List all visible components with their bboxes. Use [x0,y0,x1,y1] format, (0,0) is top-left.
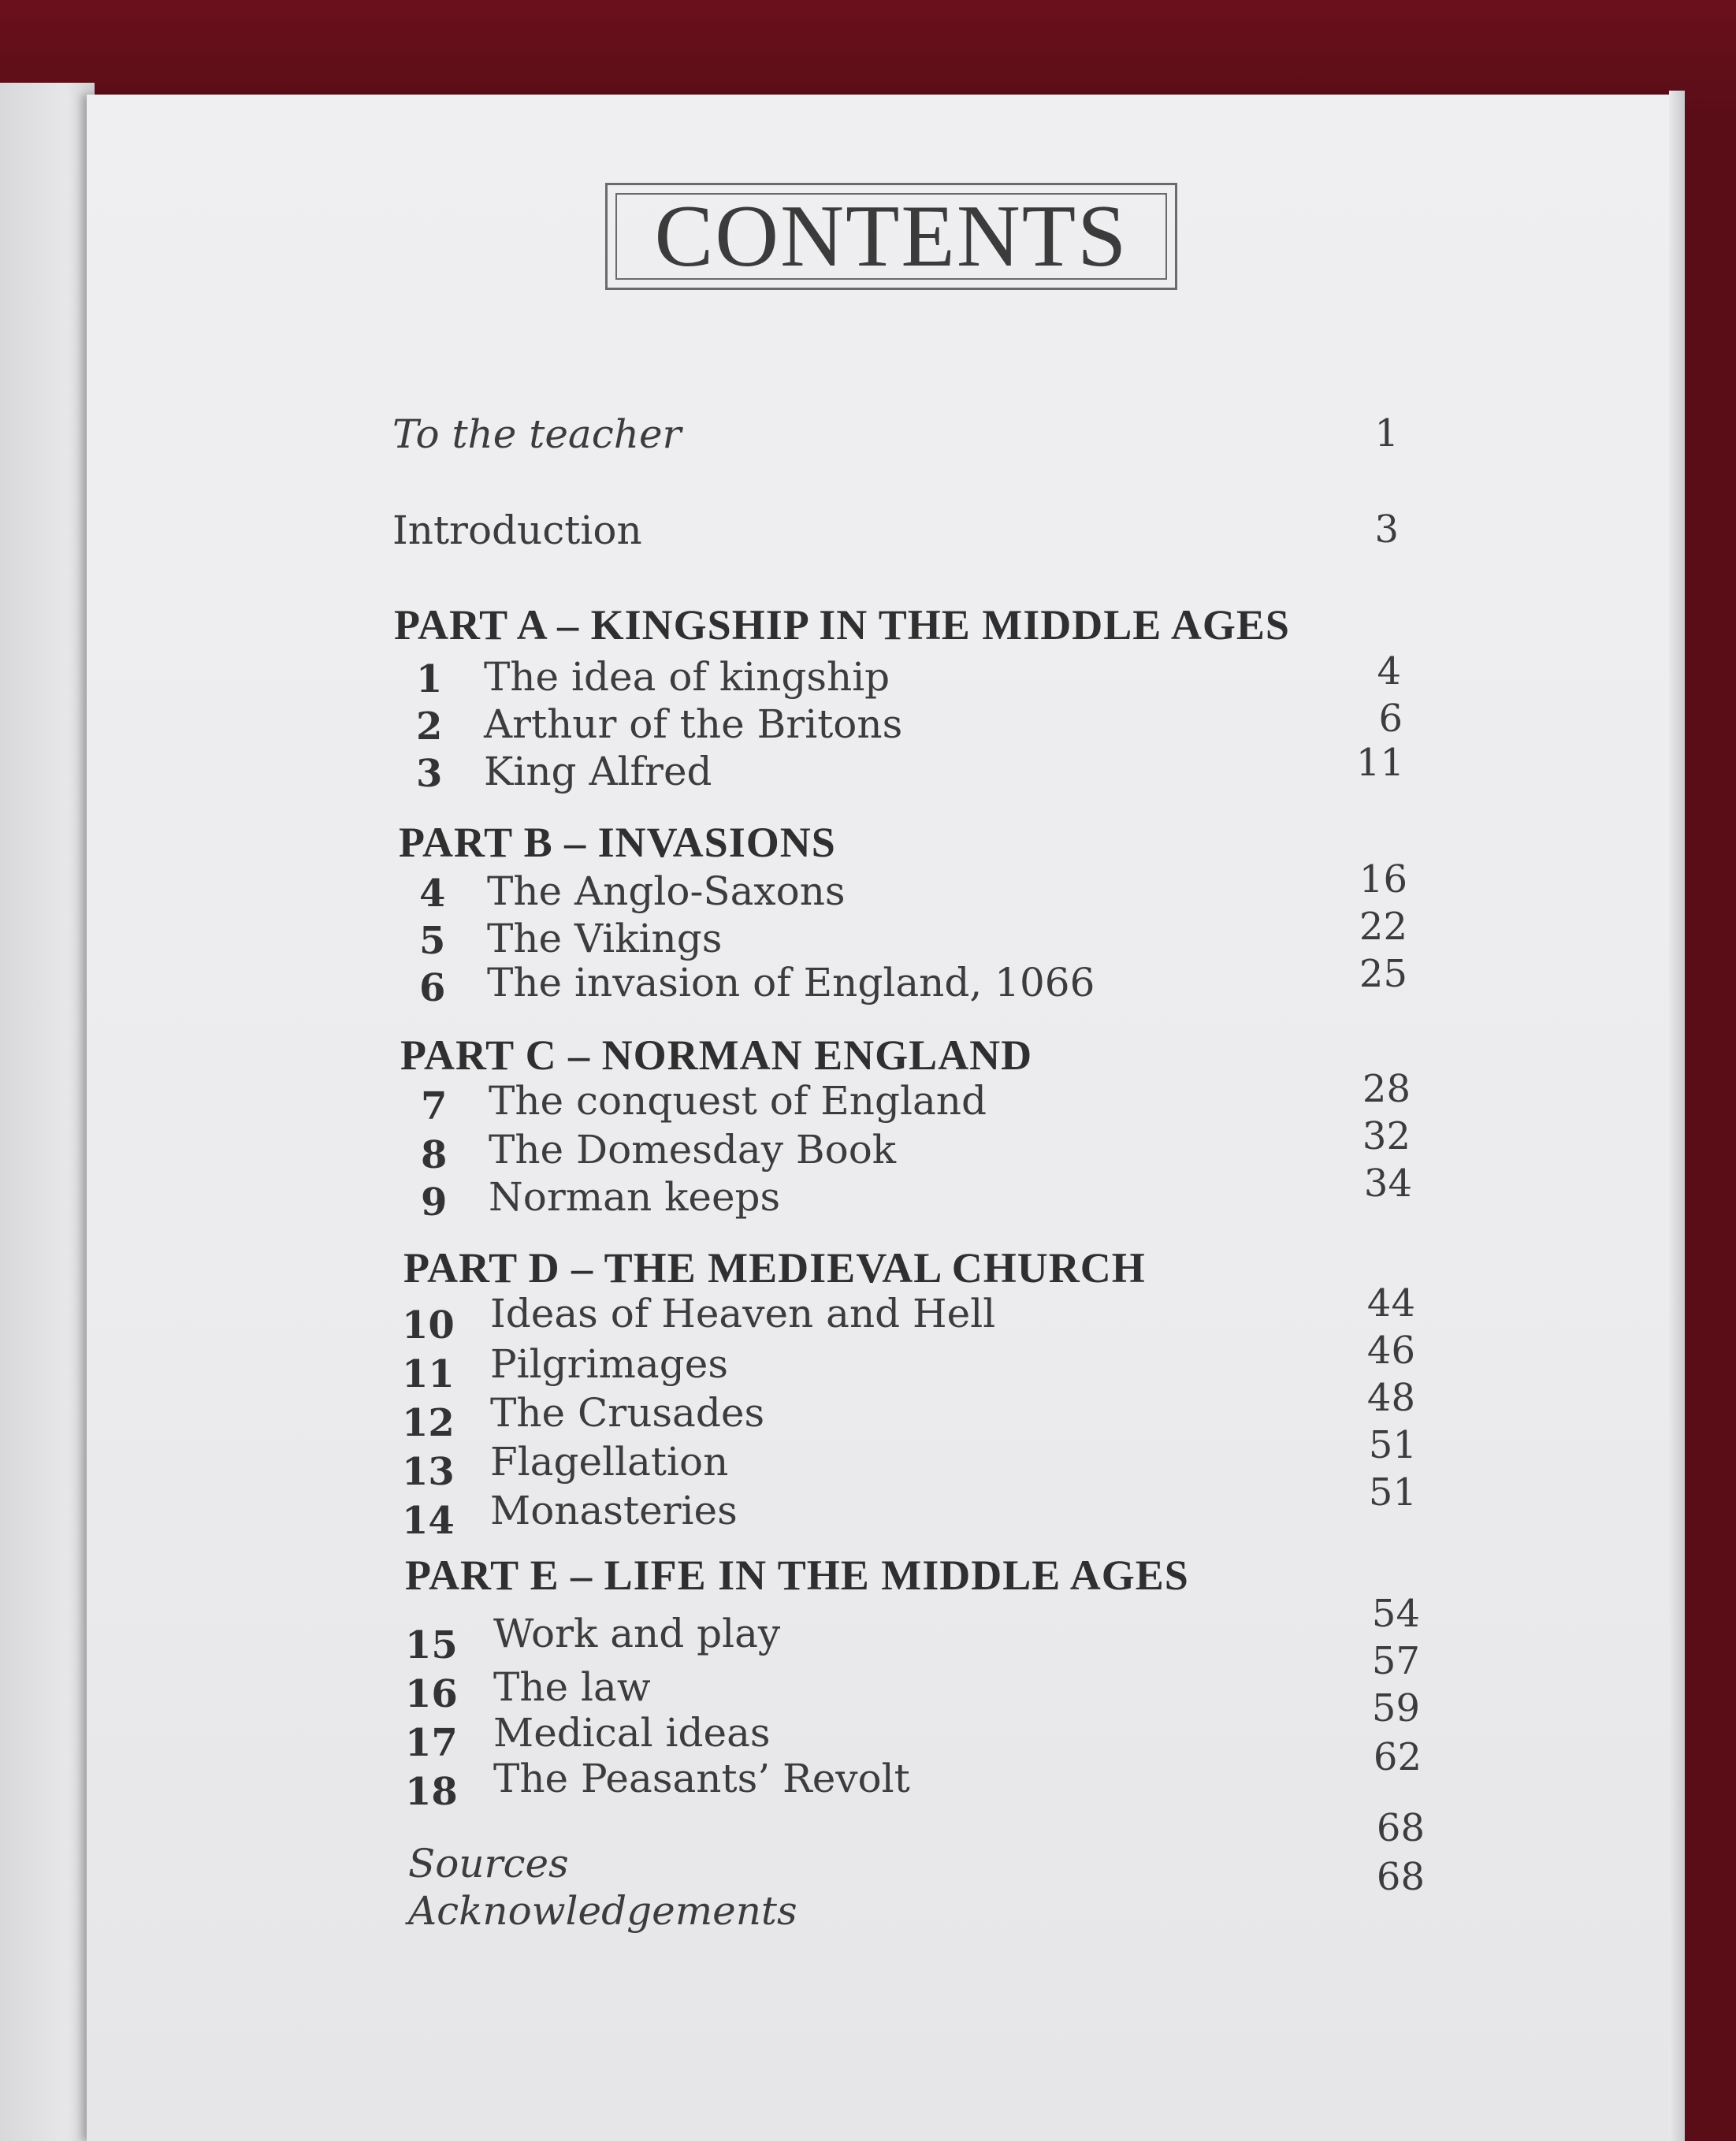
chapter-title: The Anglo-Saxons [487,868,846,914]
chapter-number: 2 [416,704,443,749]
chapter-number: 18 [405,1770,458,1814]
chapter-title: The Peasants’ Revolt [493,1756,910,1801]
chapter-number: 13 [402,1450,455,1494]
chapter-page: 48 [1366,1376,1415,1420]
chapter-page: 62 [1373,1735,1422,1779]
chapter-page: 54 [1371,1592,1420,1636]
chapter-page: 22 [1359,905,1407,949]
chapter-number: 15 [405,1623,458,1667]
chapter-number: 6 [419,966,446,1010]
toc-entry-introduction: Introduction [392,507,642,553]
chapter-title: The conquest of England [489,1078,987,1124]
chapter-number: 12 [402,1401,455,1445]
toc-page-sources: 68 [1376,1806,1425,1850]
chapter-title: Arthur of the Britons [484,701,903,747]
chapter-title: The Domesday Book [489,1127,897,1173]
chapter-page: 16 [1359,857,1407,901]
page-title-frame [605,183,1177,290]
chapter-number: 5 [419,919,446,963]
chapter-title: Medical ideas [493,1710,771,1756]
part-heading-a: PART A – KINGSHIP IN THE MIDDLE AGES [394,601,1290,649]
chapter-page: 32 [1362,1114,1411,1158]
chapter-title: Work and play [493,1611,781,1656]
chapter-title: King Alfred [484,749,712,794]
page-title: CONTENTS [654,187,1128,285]
chapter-page: 25 [1359,952,1407,996]
toc-page-to-the-teacher: 1 [1374,411,1399,455]
toc-page-introduction: 3 [1374,507,1399,552]
chapter-title: The idea of kingship [484,654,890,700]
chapter-title: Pilgrimages [490,1341,729,1387]
chapter-page: 51 [1368,1470,1417,1515]
toc-entry-acknowledgements: Acknowledgements [408,1888,797,1934]
chapter-title: Monasteries [490,1488,738,1533]
toc-entry-sources: Sources [408,1841,569,1886]
chapter-number: 8 [421,1133,448,1177]
toc-page-acknowledgements: 68 [1376,1855,1425,1899]
chapter-number: 10 [402,1303,455,1347]
part-heading-c: PART C – NORMAN ENGLAND [400,1031,1033,1079]
part-heading-d: PART D – THE MEDIEVAL CHURCH [403,1244,1146,1292]
chapter-number: 9 [421,1180,448,1225]
chapter-title: The law [493,1664,651,1710]
chapter-page: 28 [1362,1067,1411,1111]
chapter-title: Ideas of Heaven and Hell [490,1291,996,1336]
chapter-title: Norman keeps [489,1174,781,1220]
chapter-page: 6 [1378,697,1403,741]
chapter-title: The invasion of England, 1066 [487,960,1095,1005]
chapter-number: 16 [405,1672,458,1716]
chapter-number: 17 [405,1721,458,1765]
chapter-page: 34 [1363,1162,1412,1206]
chapter-page: 44 [1366,1281,1415,1325]
page-edge [1669,91,1685,2141]
chapter-title: The Vikings [487,916,723,961]
chapter-title: The Crusades [490,1390,765,1436]
chapter-title: Flagellation [490,1439,729,1485]
part-heading-e: PART E – LIFE IN THE MIDDLE AGES [405,1552,1189,1599]
toc-entry-to-the-teacher: To the teacher [392,411,682,457]
chapter-page: 4 [1377,649,1401,693]
chapter-number: 11 [402,1352,455,1396]
chapter-page: 11 [1355,741,1404,785]
chapter-number: 7 [421,1084,448,1128]
chapter-page: 59 [1371,1686,1420,1730]
chapter-number: 1 [416,657,443,701]
facing-page [0,83,95,2141]
chapter-number: 14 [402,1499,455,1543]
chapter-page: 51 [1368,1423,1417,1467]
chapter-page: 46 [1366,1329,1415,1373]
part-heading-b: PART B – INVASIONS [399,819,836,866]
chapter-page: 57 [1371,1639,1420,1683]
chapter-number: 3 [416,752,443,796]
chapter-number: 4 [419,872,446,916]
